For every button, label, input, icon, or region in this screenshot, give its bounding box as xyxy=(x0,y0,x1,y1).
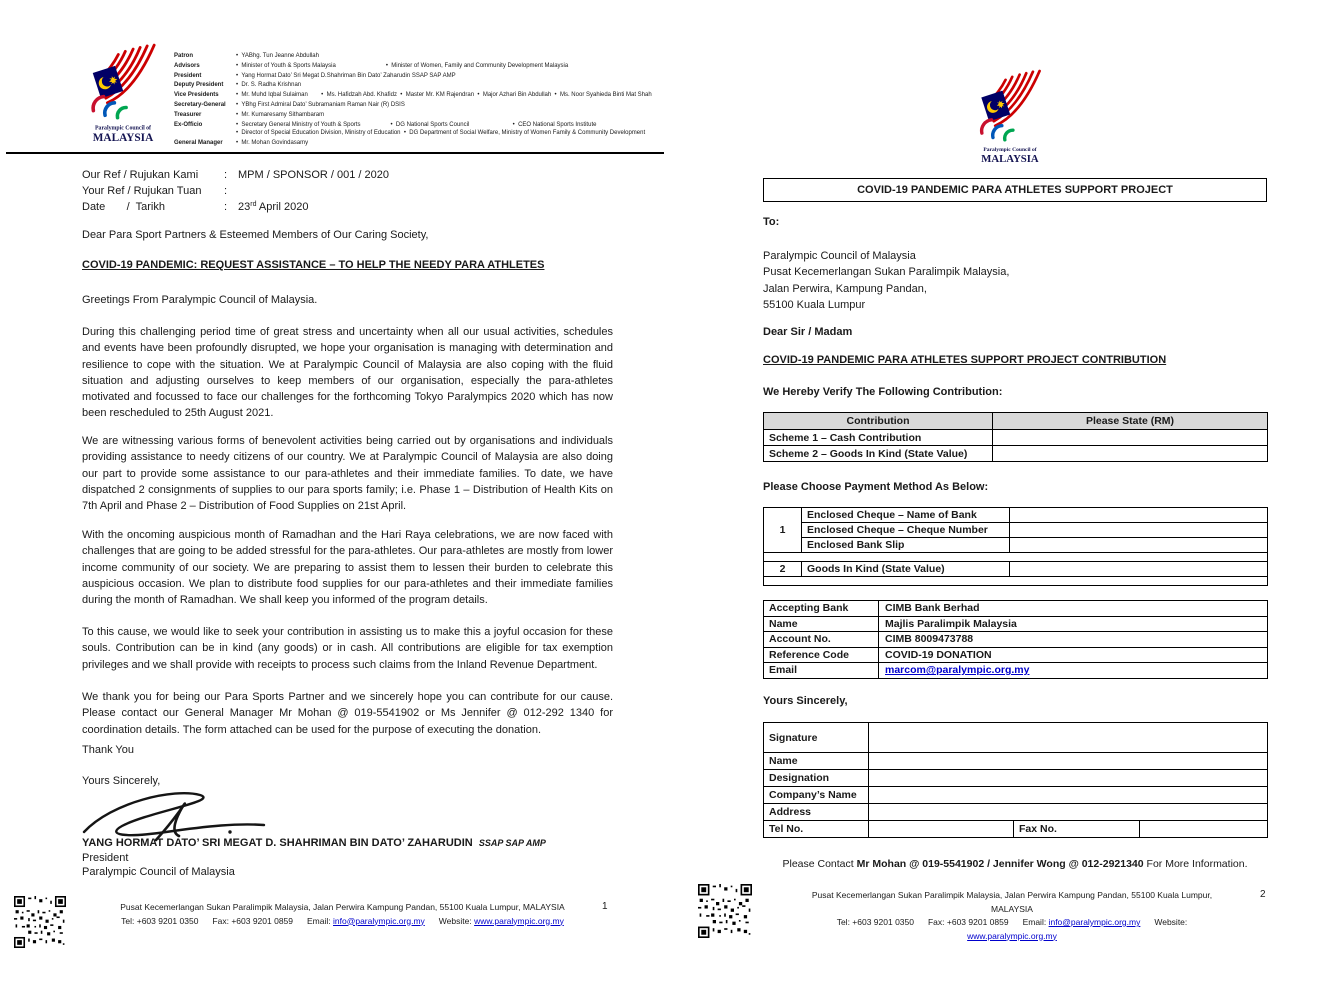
scheme2-amount-field xyxy=(993,446,1268,462)
to-label: To: xyxy=(763,216,780,228)
qr-code-icon xyxy=(698,884,752,938)
contact-phones: Mr Mohan @ 019-5541902 / Jennifer Wong @ 012-2921340 xyxy=(856,858,1144,870)
address-label: Address xyxy=(764,804,869,821)
role-value: • Minister of Youth & Sports Malaysia • Minister of Women, Family and Community Development Malaysia xyxy=(236,62,569,69)
logo-org-line: Paralympic Council of xyxy=(983,146,1037,153)
footer-address: Pusat Kecemerlangan Sukan Paralimpik Malaysia, Jalan Perwira Kampung Pandan, 55100 Kuala Lumpur, MALAYSIA xyxy=(811,890,1213,914)
footer-website-label: Website: xyxy=(1154,917,1188,927)
footer-website-link[interactable]: www.paralympic.org.my xyxy=(474,915,564,926)
role-label: General Manager xyxy=(174,139,223,146)
role-value: • YBhg First Admiral Dato’ Subramaniam Raman Nair (R) DSIS xyxy=(236,101,405,108)
signatory-name xyxy=(82,837,546,849)
account-no-label: Account No. xyxy=(764,632,879,648)
salutation: Dear Para Sport Partners & Esteemed Members of Our Caring Society, xyxy=(82,229,429,241)
footer-tel: Tel: +603 9201 0350 xyxy=(121,915,199,926)
date-rest: April 2020 xyxy=(256,200,309,213)
letterhead-roles xyxy=(174,52,662,148)
reference-code-value: COVID-19 DONATION xyxy=(879,647,1268,663)
cheque-bank-label: Enclosed Cheque – Name of Bank xyxy=(802,508,1010,523)
role-row xyxy=(174,52,662,60)
role-label: Vice Presidents xyxy=(174,92,219,99)
bank-slip-label: Enclosed Bank Slip xyxy=(802,538,1010,553)
signature-field xyxy=(869,723,1268,753)
payment-method-label: Please Choose Payment Method As Below: xyxy=(763,481,989,493)
footer-page2 xyxy=(792,889,1232,943)
role-label: Patron xyxy=(174,53,194,59)
date-day: 23 xyxy=(238,200,251,213)
page-number-2: 2 xyxy=(1260,889,1266,900)
scheme2-label: Scheme 2 – Goods In Kind (State Value) xyxy=(764,446,993,462)
payment-method-table xyxy=(763,507,1268,586)
role-value: • Secretary General Ministry of Youth & Sports • DG National Sports Council • CEO National Sports Institute xyxy=(236,121,597,128)
table-row xyxy=(764,523,1268,538)
paragraph-4: With the oncoming auspicious month of Ramadhan and the Hari Raya celebrations, we are now faced with challenges that are going to be added stressful for the para-athletes. Our para-athletes are mostly from lower income community of our society. We are preparing to assist them to lessen their burden to celebrate this auspicious occasion. We plan to distribute food supplies for our para-athletes and their immediate families during the month of Ramadhan. We shall keep you informed of the program details. xyxy=(82,529,613,607)
pcm-logo xyxy=(84,42,162,150)
address-line: Jalan Perwira, Kampung Pandan, xyxy=(763,282,927,295)
address-line: Paralympic Council of Malaysia xyxy=(763,250,916,262)
table-row xyxy=(764,538,1268,553)
footer-tel: Tel: +603 9201 0350 xyxy=(836,917,914,927)
address-line: 55100 Kuala Lumpur xyxy=(763,298,866,311)
page-2 xyxy=(672,0,1344,1008)
fax-no-label: Fax No. xyxy=(1014,821,1140,838)
reference-block xyxy=(82,168,389,216)
signatory-org: Paralympic Council of Malaysia xyxy=(82,866,235,878)
role-row xyxy=(174,62,662,70)
footer-fax: Fax: +603 9201 0859 xyxy=(927,917,1009,927)
footer-email-link[interactable]: info@paralympic.org.my xyxy=(1048,917,1141,927)
paragraph-1: Greetings From Paralympic Council of Malaysia. xyxy=(82,294,318,306)
table-row xyxy=(764,562,1268,577)
bank-slip-field xyxy=(1010,538,1268,553)
bank-details-table xyxy=(763,600,1268,679)
paragraph-6: We thank you for being our Para Sports Partner and we sincerely hope you can contribute for our cause. Please contact our General Manager Mr Mohan @ 019-5541902 or Ms Jennifer @ 012-292 1340 for coordination details. The form attached can be used for the purpose of executing the donation. xyxy=(82,691,613,736)
designation-field xyxy=(869,770,1268,787)
role-row xyxy=(174,72,662,80)
option1-number: 1 xyxy=(764,508,802,553)
logo-org-line: Paralympic Council of xyxy=(94,125,152,132)
role-value: • Mr. Muhd Iqbal Sulaiman • Ms. Hafidzah Abd. Khafidz • Master Mr. KM Rajendran • Major Azhari Bin Abdullah • Ms. Noor Syahieda Binti Mat Shah xyxy=(236,92,652,99)
name-field xyxy=(869,753,1268,770)
spacer-row xyxy=(764,553,1268,562)
form-salutation: Dear Sir / Madam xyxy=(763,326,853,338)
scheme1-label: Scheme 1 – Cash Contribution xyxy=(764,430,993,446)
cheque-number-label: Enclosed Cheque – Cheque Number xyxy=(802,523,1010,538)
logo-org-name: MALAYSIA xyxy=(92,132,154,145)
company-name-field xyxy=(869,787,1268,804)
role-row xyxy=(174,101,662,109)
address-line: Pusat Kecemerlangan Sukan Paralimpik Malaysia, xyxy=(763,266,1010,279)
role-label: Treasurer xyxy=(174,111,202,118)
goods-in-kind-field xyxy=(1010,562,1268,577)
signatory-title: President xyxy=(82,852,129,864)
your-ref-label: Your Ref / Rujukan Tuan xyxy=(82,184,202,197)
table-row xyxy=(764,723,1268,753)
subject-line: COVID-19 PANDEMIC: REQUEST ASSISTANCE – TO HELP THE NEEDY PARA ATHLETES xyxy=(82,259,545,271)
table-row xyxy=(764,430,1268,446)
recipient-address xyxy=(763,248,1009,313)
role-value: • Mr. Kumaresamy Sithambaram xyxy=(236,111,325,118)
page-number-1: 1 xyxy=(602,901,608,912)
table-row xyxy=(764,446,1268,462)
pcm-logo-graphic xyxy=(84,42,162,145)
date-value xyxy=(238,200,308,217)
form-heading: COVID-19 PANDEMIC PARA ATHLETES SUPPORT PROJECT CONTRIBUTION xyxy=(763,354,1167,366)
role-row xyxy=(174,81,662,89)
footer-fax: Fax: +603 9201 0859 xyxy=(212,915,294,926)
role-value: • Director of Special Education Division, Ministry of Education • DG Department of Social Welfare, Ministry of Women Family & Community Development xyxy=(236,129,646,136)
our-ref-label: Our Ref / Rujukan Kami xyxy=(82,169,199,181)
contact-suffix: For More Information. xyxy=(1146,858,1248,870)
agitos-swooshes xyxy=(93,97,126,118)
role-row xyxy=(174,121,662,137)
cheque-bank-field xyxy=(1010,508,1268,523)
table-row xyxy=(764,821,1268,838)
date-row xyxy=(82,200,389,217)
logo-org-name: MALAYSIA xyxy=(981,152,1039,165)
role-row xyxy=(174,111,662,119)
table-row xyxy=(764,787,1268,804)
table-row xyxy=(764,804,1268,821)
table-row xyxy=(764,508,1268,523)
name-label: Name xyxy=(764,753,869,770)
signature-label: Signature xyxy=(764,723,869,753)
spacer-cell xyxy=(764,577,1268,586)
designation-label: Designation xyxy=(764,770,869,787)
flag-canton xyxy=(93,66,123,98)
colon: : xyxy=(224,184,228,197)
role-label: Ex-Officio xyxy=(174,121,203,128)
account-name-value: Majlis Paralimpik Malaysia xyxy=(879,616,1268,632)
letterhead-divider xyxy=(6,152,664,154)
footer-website-link[interactable]: www.paralympic.org.my xyxy=(967,930,1057,941)
date-label: Date / Tarikh xyxy=(82,200,165,213)
table-row xyxy=(764,647,1268,663)
role-row xyxy=(174,91,662,99)
role-value: • YABhg. Tun Jeanne Abdullah xyxy=(236,53,319,59)
reference-code-label: Reference Code xyxy=(764,647,879,663)
table-row xyxy=(764,770,1268,787)
company-name-label: Company’s Name xyxy=(764,787,869,804)
option2-number: 2 xyxy=(764,562,802,577)
footer-page1 xyxy=(115,901,570,928)
goods-in-kind-label: Goods In Kind (State Value) xyxy=(802,562,1010,577)
role-value: • Mr. Mohan Govindasamy xyxy=(236,139,309,146)
account-name-label: Name xyxy=(764,616,879,632)
your-ref-row xyxy=(82,184,389,200)
amount-col-header: Please State (RM) xyxy=(993,413,1268,430)
contact-line xyxy=(763,858,1267,870)
signatory-name-text: YANG HORMAT DATO’ SRI MEGAT D. SHAHRIMAN BIN DATO’ ZAHARUDIN xyxy=(82,837,473,849)
role-label: Deputy President xyxy=(174,82,224,89)
footer-contacts xyxy=(115,915,570,929)
role-label: Advisors xyxy=(174,62,200,69)
spacer-row xyxy=(764,577,1268,586)
email-label: Email xyxy=(764,663,879,679)
accepting-bank-label: Accepting Bank xyxy=(764,601,879,617)
table-row xyxy=(764,632,1268,648)
tel-no-field xyxy=(869,821,1014,838)
footer-email-label: Email: xyxy=(307,915,331,926)
paragraph-2: During this challenging period time of great stress and uncertainty when all our usual activities, schedules and events have been profoundly disrupted, we hope your organisation is managing with determination and resilience to cope with the situation. We at Paralympic Council of Malaysia are also coping with the fluid situation and adjusting ourselves to keep members of our organisation, especially the para-athletes motivated and focussed to face our challenges for the forthcoming Tokyo Paralympics 2020 which has now been rescheduled to 25th August 2021. xyxy=(82,326,613,420)
closing: Yours Sincerely, xyxy=(82,775,161,787)
table-row xyxy=(764,663,1268,679)
email-value xyxy=(879,663,1268,679)
our-ref-value: MPM / SPONSOR / 001 / 2020 xyxy=(238,169,390,181)
footer-contacts xyxy=(792,916,1232,943)
table-header-row xyxy=(764,413,1268,430)
paragraph-3: We are witnessing various forms of benevolent activities being carried out by organisations and individuals providing assistance to needy citizens of our country. We at Paralympic Council of Malaysia are also doing our part to provide some assistance to our para-athletes and their immediate families. To date, we have dispatched 2 consignments of supplies to our para sports family; i.e. Phase 1 – Distribution of Health Kits on 7th April and Phase 2 – Distribution of Food Supplies on 21st April. xyxy=(82,435,613,513)
form-closing: Yours Sincerely, xyxy=(763,695,848,707)
spacer-cell xyxy=(764,553,1268,562)
role-label: President xyxy=(174,72,202,79)
table-row xyxy=(764,616,1268,632)
role-row xyxy=(174,139,662,147)
contact-prefix: Please Contact xyxy=(782,858,854,870)
footer-address: Pusat Kecemerlangan Sukan Paralimpik Malaysia, Jalan Perwira Kampung Pandan, 55100 Kuala Lumpur, MALAYSIA xyxy=(120,902,565,912)
qr-code-icon xyxy=(14,896,66,948)
flag-canton xyxy=(981,91,1010,122)
form-title: COVID-19 PANDEMIC PARA ATHLETES SUPPORT PROJECT xyxy=(857,184,1173,196)
colon: : xyxy=(224,169,228,181)
role-label: Secretary-General xyxy=(174,101,226,108)
footer-email-link[interactable]: info@paralympic.org.my xyxy=(333,915,425,926)
contribution-col-header: Contribution xyxy=(764,413,993,430)
verify-label: We Hereby Verify The Following Contribution: xyxy=(763,386,1003,398)
pcm-logo-graphic xyxy=(973,68,1047,166)
signatory-details-table xyxy=(763,722,1268,838)
pcm-logo xyxy=(973,68,1047,171)
fax-no-field xyxy=(1140,821,1268,838)
our-ref-row xyxy=(82,168,389,184)
table-row xyxy=(764,601,1268,617)
thank-you: Thank You xyxy=(82,744,134,756)
footer-email-label: Email: xyxy=(1022,917,1047,927)
paragraph-5: To this cause, we would like to seek your contribution in assisting us to make this a joyful occasion for these souls. Contribution can be in kind (any goods) or in cash. All contributions are eligible for tax exemption privileges and we shall provide with receipts to process such claims from the Inland Revenue Department. xyxy=(82,626,613,671)
date-ordinal: rd xyxy=(250,201,257,209)
address-field xyxy=(869,804,1268,821)
contribution-table xyxy=(763,412,1268,462)
role-value: • Yang Hormat Dato’ Sri Megat D.Shahriman Bin Dato’ Zaharudin SSAP SAP AMP xyxy=(236,72,456,79)
role-value: • Dr. S. Radha Krishnan xyxy=(236,82,302,89)
agitos-swooshes xyxy=(982,120,1013,140)
footer-website-label: Website: xyxy=(438,915,472,926)
donation-email-link[interactable]: marcom@paralympic.org.my xyxy=(885,664,1030,677)
tel-no-label: Tel No. xyxy=(764,821,869,838)
accepting-bank-value: CIMB Bank Berhad xyxy=(879,601,1268,617)
table-row xyxy=(764,753,1268,770)
form-title-box xyxy=(763,178,1267,202)
scheme1-amount-field xyxy=(993,430,1268,446)
signatory-honors: SSAP SAP AMP xyxy=(478,838,546,848)
cheque-number-field xyxy=(1010,523,1268,538)
account-no-value: CIMB 8009473788 xyxy=(879,632,1268,648)
colon: : xyxy=(224,200,228,213)
